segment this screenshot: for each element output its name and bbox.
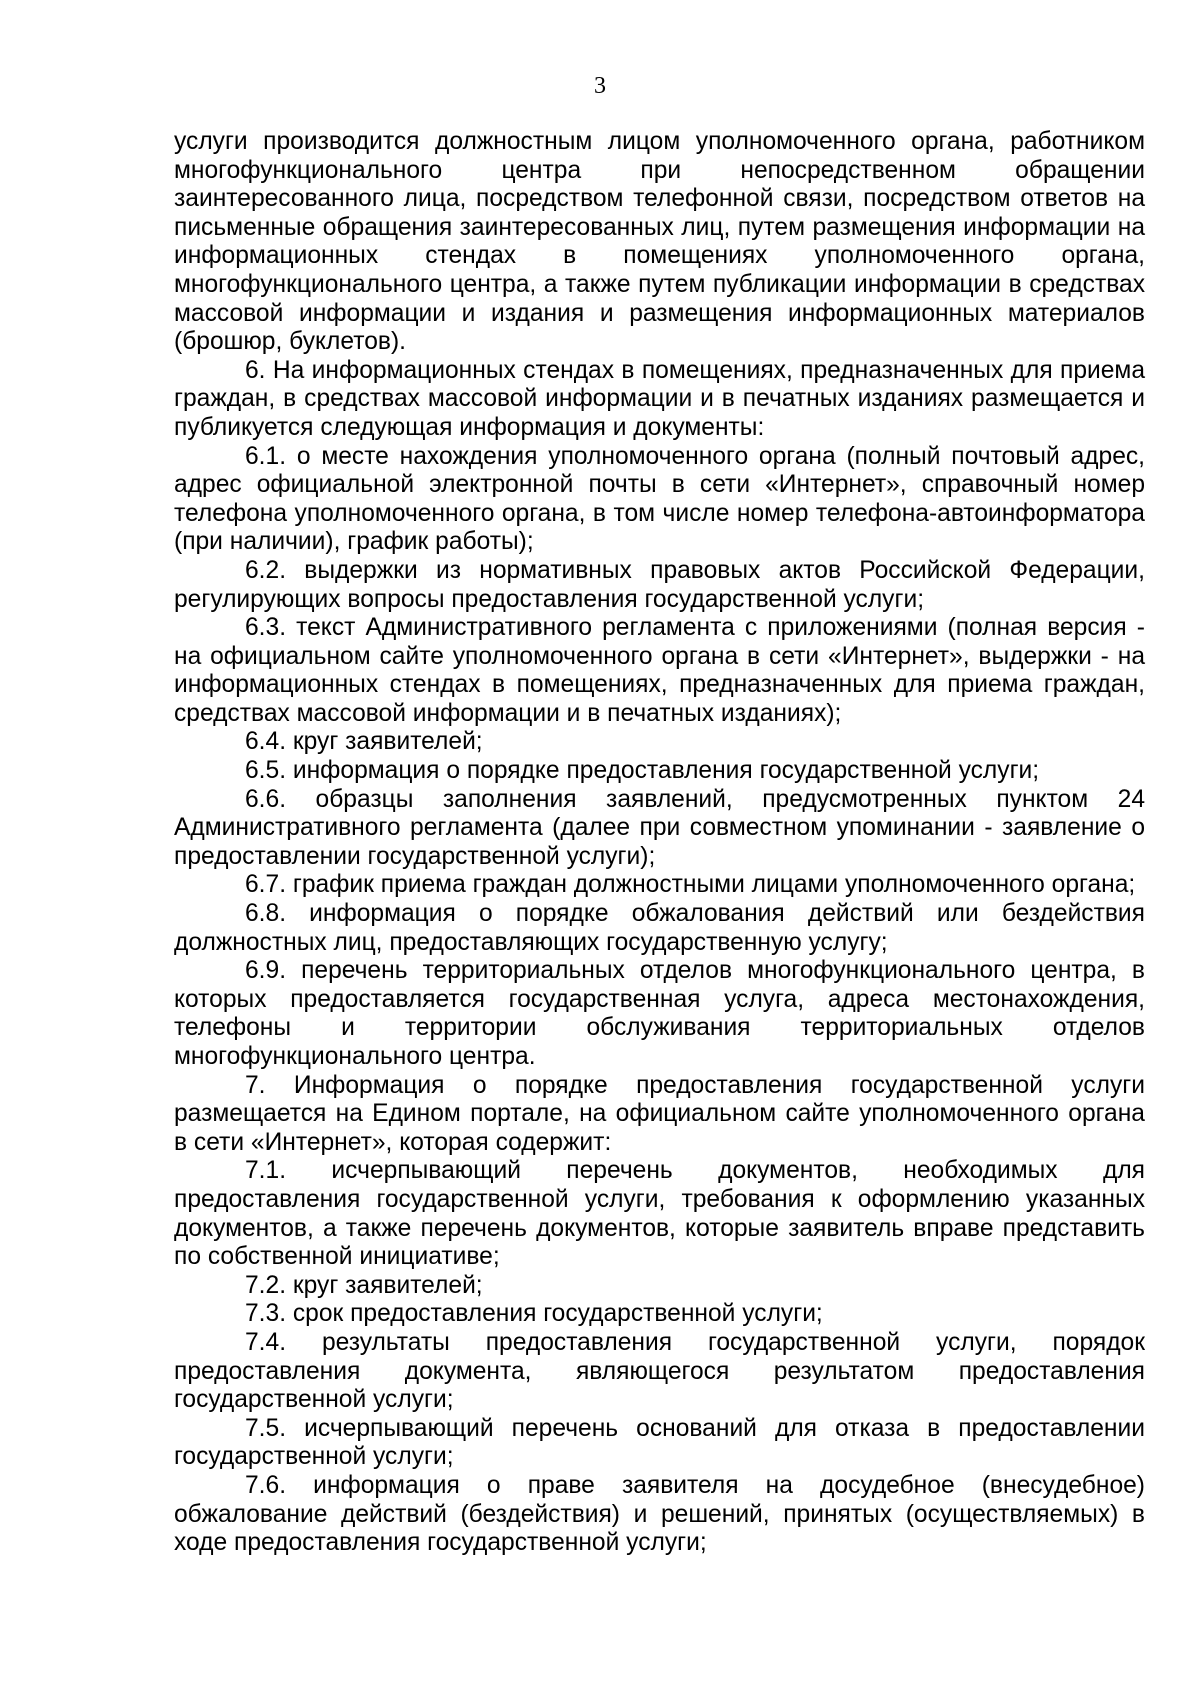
paragraph-6-7: 6.7. график приема граждан должностными лицами уполномоченного органа; — [245, 871, 1136, 899]
page-number: 3 — [594, 73, 606, 99]
paragraph-7-4: 7.4. результаты предоставления государственной услуги, порядок предоставления документа, являющегося результатом предоставления государственной услуги; — [174, 1328, 1145, 1414]
paragraph-6: 6. На информационных стендах в помещениях, предназначенных для приема граждан, в средствах массовой информации и в печатных изданиях размещается и публикуется следующая информация и документы: — [174, 356, 1145, 441]
document-body — [174, 128, 1145, 1558]
paragraph-7-6: 7.6. информация о праве заявителя на досудебное (внесудебное) обжалование действий (бездействия) и решений, принятых (осуществляемых) в ходе предоставления государственной услуги; — [174, 1471, 1145, 1557]
paragraph-6-2: 6.2. выдержки из нормативных правовых актов Российской Федерации, регулирующих вопросы предоставления государственной услуги; — [174, 556, 1145, 613]
paragraph-6-1: 6.1. о месте нахождения уполномоченного органа (полный почтовый адрес, адрес официальной электронной почты в сети «Интернет», справочный номер телефона уполномоченного органа, в том числе номер телефона-автоинформатора (при наличии), график работы); — [174, 442, 1145, 556]
paragraph-7-2: 7.2. круг заявителей; — [245, 1271, 483, 1299]
paragraph-6-8: 6.8. информация о порядке обжалования действий или бездействия должностных лиц, предоставляющих государственную услугу; — [174, 900, 1145, 956]
paragraph-6-6: 6.6. образцы заполнения заявлений, предусмотренных пунктом 24 Административного регламента (далее при совместном упоминании - заявление о предоставлении государственной услуги); — [174, 785, 1145, 870]
paragraph-7: 7. Информация о порядке предоставления государственной услуги размещается на Едином портале, на официальном сайте уполномоченного органа в сети «Интернет», которая содержит: — [174, 1071, 1145, 1156]
paragraph-6-5: 6.5. информация о порядке предоставления государственной услуги; — [245, 757, 1040, 785]
paragraph-6-3: 6.3. текст Административного регламента с приложениями (полная версия - на официальном сайте уполномоченного органа в сети «Интернет», выдержки - на информационных стендах в помещениях, предназначенных для приема граждан, средствах массовой информации и в печатных изданиях); — [174, 614, 1145, 727]
paragraph-6-4: 6.4. круг заявителей; — [245, 728, 483, 756]
paragraph-6-9: 6.9. перечень территориальных отделов многофункционального центра, в которых предоставляется государственная услуга, адреса местонахождения, телефоны и территории обслуживания территориальных отделов многофункционального центра. — [174, 957, 1145, 1070]
paragraph-7-3: 7.3. срок предоставления государственной услуги; — [245, 1300, 823, 1328]
paragraph-7-1: 7.1. исчерпывающий перечень документов, необходимых для предоставления государственной услуги, требования к оформлению указанных документов, а также перечень документов, которые заявитель вправе представить по собственной инициативе; — [174, 1157, 1145, 1271]
paragraph-intro: услуги производится должностным лицом уполномоченного органа, работником многофункционального центра при непосредственном обращении заинтересованного лица, посредством телефонной связи, посредством ответов на письменные обращения заинтересованных лиц, путем размещения информации на информационных стендах в помещениях уполномоченного органа, многофункционального центра, а также путем публикации информации в средствах массовой информации и издания и размещения информационных материалов (брошюр, буклетов). — [174, 128, 1145, 356]
paragraph-7-5: 7.5. исчерпывающий перечень оснований для отказа в предоставлении государственной услуги; — [174, 1414, 1145, 1471]
